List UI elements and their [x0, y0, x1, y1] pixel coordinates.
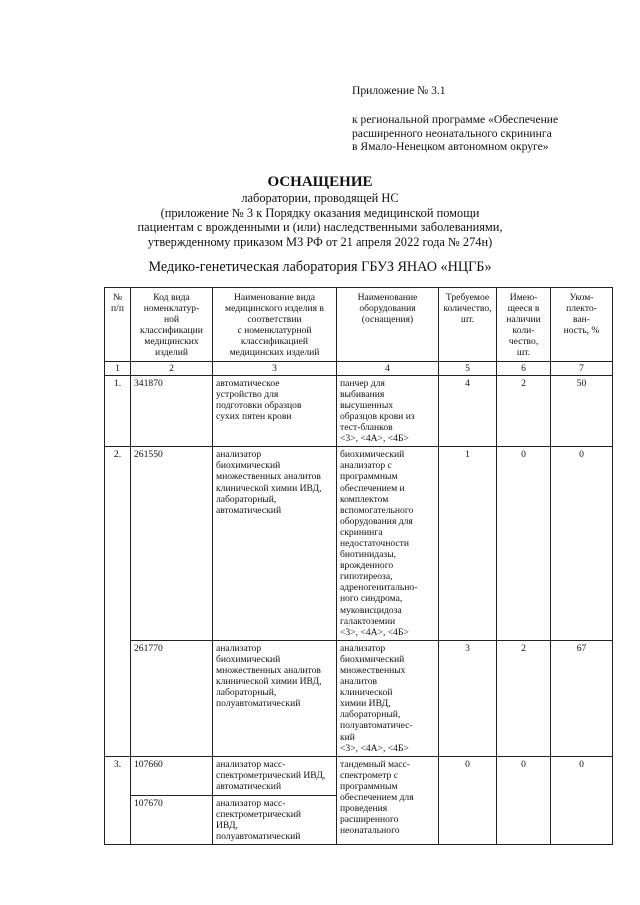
row-percent: 0: [551, 756, 613, 844]
lab-name: Медико-генетическая лаборатория ГБУЗ ЯНАО «НЦГБ»: [148, 259, 492, 275]
header-code: Код вида номенклатур- ной классификации медицинских изделий: [131, 288, 213, 362]
document-title: ОСНАЩЕНИЕ: [267, 174, 373, 190]
row-number: 3.: [105, 756, 131, 844]
row-number: 1.: [105, 375, 131, 447]
row-kind: анализатор масс- спектрометрический ИВД, полуавтоматический: [213, 795, 337, 844]
header-percent: Уком- плекто- ван- ность, %: [551, 288, 613, 362]
row-percent: 50: [551, 375, 613, 447]
row-equipment: панчер для выбивания высушенных образцов крови из тест-бланков <3>, <4А>, <4Б>: [337, 375, 439, 447]
column-number: 7: [551, 361, 613, 375]
appendix-block: [352, 84, 622, 154]
row-equipment: тандемный масс- спектрометр с программным обеспечением для проведения расширенного неонатального: [337, 756, 439, 844]
row-equipment: анализатор биохимический множественных аналитов клинической химии ИВД, лабораторный, полуавтоматичес- кий <3>, <4А>, <4Б>: [337, 640, 439, 756]
column-number: 1: [105, 361, 131, 375]
appendix-line-2: расширенного неонатального скрининга: [352, 126, 552, 140]
row-number: 2.: [105, 447, 131, 757]
row-kind: анализатор биохимический множественных аналитов клинической химии ИВД, лабораторный, полуавтоматический: [213, 640, 337, 756]
header-available: Имею- щееся в наличии коли- чество, шт.: [497, 288, 551, 362]
equipment-table: [104, 287, 613, 845]
row-available: 0: [497, 756, 551, 844]
column-number: 2: [131, 361, 213, 375]
row-available: 0: [497, 447, 551, 641]
column-number: 3: [213, 361, 337, 375]
row-code: 261550: [131, 447, 213, 641]
row-available: 2: [497, 640, 551, 756]
appendix-line-3: в Ямало-Ненецком автономном округе»: [352, 140, 549, 154]
row-kind: анализатор масс- спектрометрический ИВД, автоматический: [213, 756, 337, 795]
table-row: [105, 375, 613, 447]
row-required: 4: [439, 375, 497, 447]
row-equipment: биохимический анализатор с программным обеспечением и комплектом вспомогательного оборудования для скрининга недостаточности биотинидазы, врожденного гипотиреоза, адреногенитально- ного синдрома, муковисцидоза галактоземии <3>, <4А>, <4Б>: [337, 447, 439, 641]
row-required: 1: [439, 447, 497, 641]
row-required: 3: [439, 640, 497, 756]
column-number: 4: [337, 361, 439, 375]
table-row: [105, 756, 613, 795]
header-required: Требуемое количество, шт.: [439, 288, 497, 362]
row-kind: автоматическое устройство для подготовки образцов сухих пятен крови: [213, 375, 337, 447]
column-number: 6: [497, 361, 551, 375]
row-code: 261770: [131, 640, 213, 756]
header-kind: Наименование вида медицинского изделия в соответствии с номенклатурной классификацией медицинских изделий: [213, 288, 337, 362]
table-row: [105, 447, 613, 641]
header-equipment: Наименование оборудования (оснащения): [337, 288, 439, 362]
row-percent: 67: [551, 640, 613, 756]
row-kind: анализатор биохимический множественных аналитов клинической химии ИВД, лабораторный, автоматический: [213, 447, 337, 641]
row-required: 0: [439, 756, 497, 844]
column-number: 5: [439, 361, 497, 375]
row-code: 107670: [131, 795, 213, 844]
row-percent: 0: [551, 447, 613, 641]
row-code: 341870: [131, 375, 213, 447]
appendix-line-1: к региональной программе «Обеспечение: [352, 113, 559, 127]
heading-line-1: лаборатории, проводящей НС: [241, 191, 399, 205]
row-code: 107660: [131, 756, 213, 795]
document-heading: [0, 173, 640, 249]
header-num: № п/п: [105, 288, 131, 362]
heading-line-4: утвержденному приказом МЗ РФ от 21 апреля 2022 года № 274н): [147, 234, 493, 249]
heading-line-2: (приложение № 3 к Порядку оказания медицинской помощи: [160, 205, 480, 220]
appendix-number: Приложение № 3.1: [352, 84, 446, 97]
table-header-row: [105, 288, 613, 362]
heading-line-3: пациентам с врожденными и (или) наследственными заболеваниями,: [137, 220, 503, 235]
row-available: 2: [497, 375, 551, 447]
column-number-row: [105, 361, 613, 375]
table-row: [105, 640, 613, 756]
